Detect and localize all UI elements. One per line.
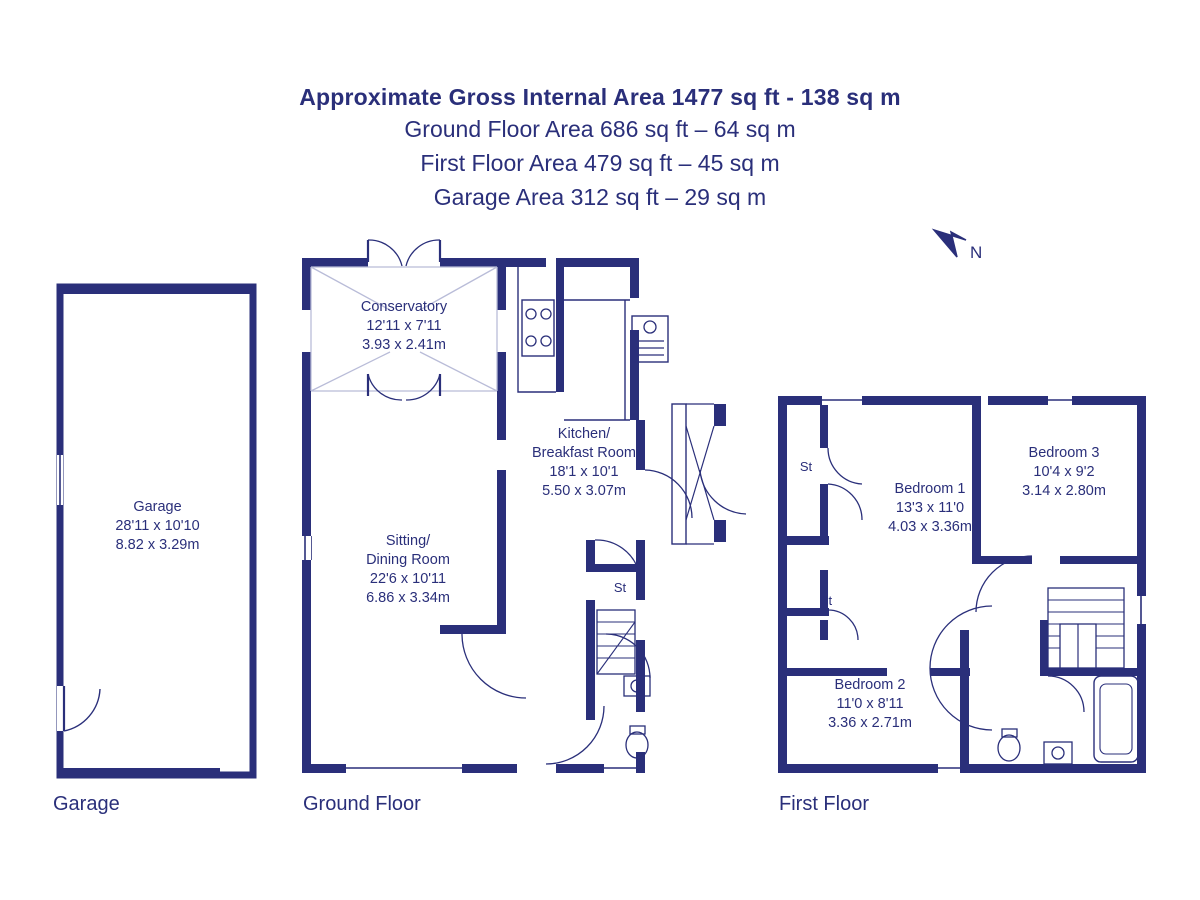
bedroom1-metric: 4.03 x 3.36m xyxy=(888,519,972,535)
compass-label: N xyxy=(970,243,983,262)
bedroom3-metric: 3.14 x 2.80m xyxy=(1022,483,1106,499)
bedroom1-name: Bedroom 1 xyxy=(894,481,966,497)
bedroom2-metric: 3.36 x 2.71m xyxy=(828,715,912,731)
room-label-bedroom1 xyxy=(840,480,1020,537)
garage-metric: 8.82 x 3.29m xyxy=(115,537,200,553)
bedroom3-imperial: 10'4 x 9'2 xyxy=(1033,464,1095,480)
room-label-garage xyxy=(70,498,245,555)
sitting-imperial: 22'6 x 10'11 xyxy=(369,571,447,587)
garage-imperial: 28'11 x 10'10 xyxy=(115,518,200,534)
floor-caption-garage: Garage xyxy=(53,793,120,815)
kitchen-name-line1: Kitchen/ xyxy=(557,426,611,442)
room-label-first-store-a: St xyxy=(799,459,813,474)
sitting-name-line2: Dining Room xyxy=(366,552,450,568)
bedroom3-name: Bedroom 3 xyxy=(1028,445,1100,461)
room-label-kitchen xyxy=(494,425,674,501)
room-label-sitting xyxy=(318,532,498,608)
room-label-ground-store: St xyxy=(613,580,627,595)
ground-floor-area-line: Ground Floor Area 686 sq ft – 64 sq m xyxy=(404,116,796,142)
sitting-name-line1: Sitting/ xyxy=(385,533,431,549)
kitchen-metric: 5.50 x 3.07m xyxy=(542,483,626,499)
sitting-metric: 6.86 x 3.34m xyxy=(366,590,450,606)
room-label-bedroom2 xyxy=(790,676,950,733)
page-title: Approximate Gross Internal Area 1477 sq ft - 138 sq m xyxy=(299,84,901,110)
bedroom2-imperial: 11'0 x 8'11 xyxy=(836,696,904,712)
garage-area-line: Garage Area 312 sq ft – 29 sq m xyxy=(433,184,767,210)
conservatory-metric: 3.93 x 2.41m xyxy=(362,337,446,353)
floor-caption-first: First Floor xyxy=(779,793,869,815)
kitchen-imperial: 18'1 x 10'1 xyxy=(549,464,619,480)
conservatory-name: Conservatory xyxy=(360,299,448,315)
bedroom1-imperial: 13'3 x 11'0 xyxy=(895,500,965,516)
floor-caption-ground: Ground Floor xyxy=(303,793,421,815)
garage-name: Garage xyxy=(133,499,182,515)
bedroom2-name: Bedroom 2 xyxy=(834,677,906,693)
room-label-first-store-b: St xyxy=(819,593,833,608)
north-arrow-icon xyxy=(934,230,966,257)
room-label-bedroom3 xyxy=(1000,444,1128,501)
conservatory-imperial: 12'11 x 7'11 xyxy=(366,318,442,334)
first-floor-area-line: First Floor Area 479 sq ft – 45 sq m xyxy=(420,150,780,176)
room-label-conservatory xyxy=(313,298,495,355)
kitchen-name-line2: Breakfast Room xyxy=(532,445,636,461)
